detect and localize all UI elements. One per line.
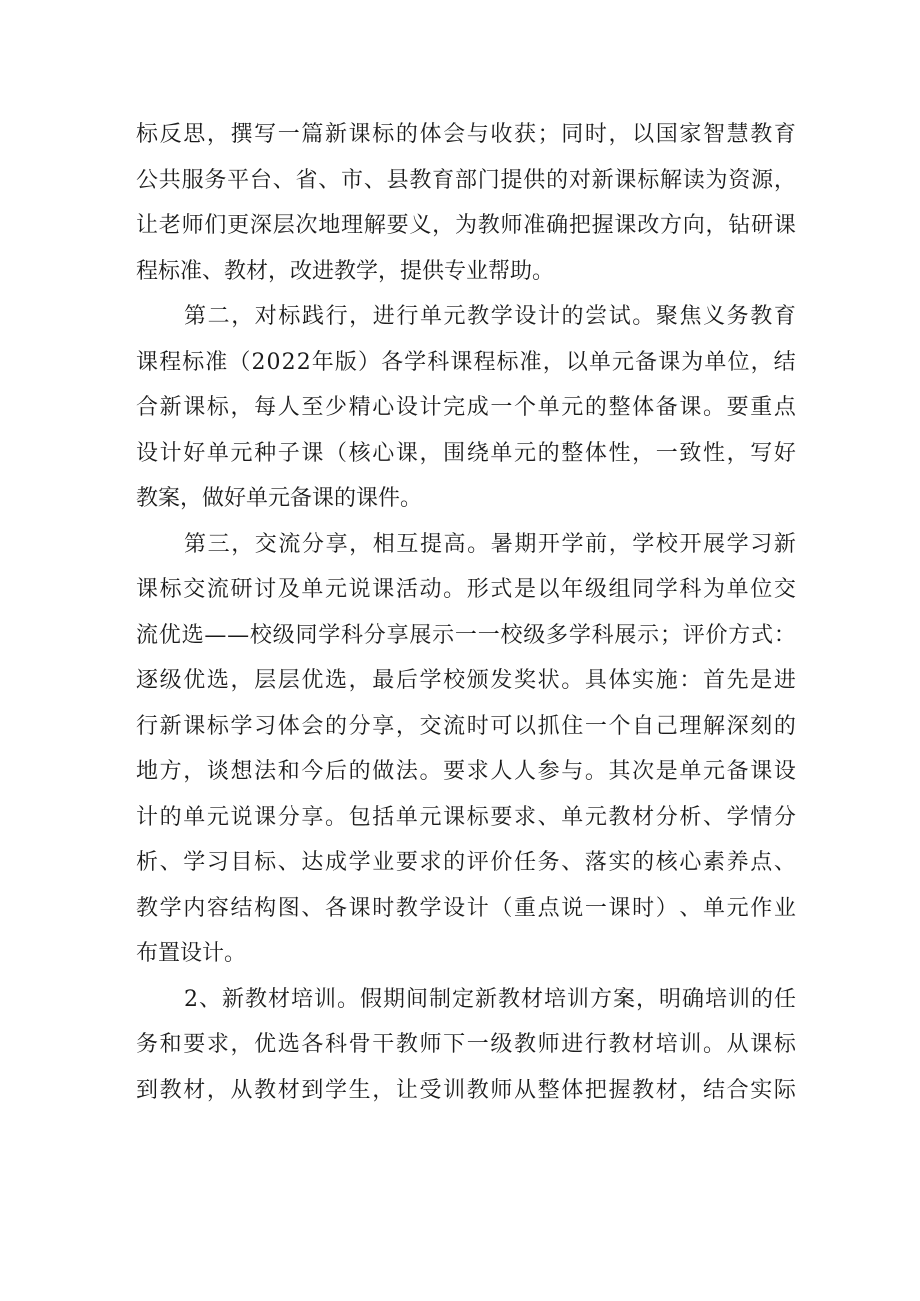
text-line: 课 程 标 准 （ 2 0 2 2 年 版 ） 各 学 科 课 程 标 准 ， 以 单 元 备 课 为 单 位 ， 结 <box>136 349 796 375</box>
text-line: 标 反 思 ， 撰 写 一 篇 新 课 标 的 体 会 与 收 获 ； 同 时 ， 以 国 家 智 慧 教 育 <box>136 122 796 147</box>
text-line: 析 、 学 习 目 标 、 达 成 学 业 要 求 的 评 价 任 务 、 落 实 的 核 心 素 养 点 、 <box>136 850 796 875</box>
text-line: 务 和 要 求 ， 优 选 各 科 骨 干 教 师 下 一 级 教 师 进 行 教 材 培 训 。 从 课 标 <box>136 1032 796 1057</box>
paragraph-start-line: 第 三 ， 交 流 分 享 ， 相 互 提 高 。 暑 期 开 学 前 ， 学 校 开 展 学 习 新 <box>184 531 796 557</box>
text-line: 行 新 课 标 学 习 体 会 的 分 享 ， 交 流 时 可 以 抓 住 一 个 自 己 理 解 深 刻 的 <box>136 713 796 739</box>
text-line: 教案，做好单元备课的课件。 <box>136 486 423 511</box>
document-body <box>136 112 796 1113</box>
text-line: 计 的 单 元 说 课 分 享 。 包 括 单 元 课 标 要 求 、 单 元 教 材 分 析 、 学 情 分 <box>136 804 796 830</box>
paragraph-start-line: 2 、 新 教 材 培 训 。 假 期 间 制 定 新 教 材 培 训 方 案 ， 明 确 培 训 的 任 <box>184 986 796 1012</box>
text-line: 合 新 课 标 ， 每 人 至 少 精 心 设 计 完 成 一 个 单 元 的 整 体 备 课 。 要 重 点 <box>136 395 796 420</box>
text-line: 课 标 交 流 研 讨 及 单 元 说 课 活 动 。 形 式 是 以 年 级 组 同 学 科 为 单 位 交 <box>136 577 796 602</box>
text-line: 地 方 ， 谈 想 法 和 今 后 的 做 法 。 要 求 人 人 参 与 。 其 次 是 单 元 备 课 设 <box>136 759 796 784</box>
text-line: 程标准、教材，改进教学，提供专业帮助。 <box>136 258 555 284</box>
text-line: 设 计 好 单 元 种 子 课 （ 核 心 课 ， 围 绕 单 元 的 整 体 性 ， 一 致 性 ， 写 好 <box>136 440 796 466</box>
text-line: 布置设计。 <box>136 941 247 966</box>
text-line: 让 老 师 们 更 深 层 次 地 理 解 要 义 ， 为 教 师 准 确 把 握 课 改 方 向 ， 钻 研 课 <box>136 213 796 238</box>
text-line: 逐 级 优 选 ， 层 层 优 选 ， 最 后 学 校 颁 发 奖 状 。 具 体 实 施 ： 首 先 是 进 <box>136 668 796 693</box>
text-line: 公 共 服 务 平 台 、 省 、 市 、 县 教 育 部 门 提 供 的 对 新 课 标 解 读 为 资 源 ， <box>136 167 796 193</box>
text-line: 流 优 选 — — 校 级 同 学 科 分 享 展 示 一 一 校 级 多 学 科 展 示 ； 评 价 方 式 ： <box>136 622 796 648</box>
paragraph-start-line: 第 二 ， 对 标 践 行 ， 进 行 单 元 教 学 设 计 的 尝 试 。 聚 焦 义 务 教 育 <box>184 304 796 329</box>
text-line: 到 教 材 ， 从 教 材 到 学 生 ， 让 受 训 教 师 从 整 体 把 握 教 材 ， 结 合 实 际 <box>136 1077 796 1103</box>
text-line: 教 学 内 容 结 构 图 、 各 课 时 教 学 设 计 （ 重 点 说 一 课 时 ） 、 单 元 作 业 <box>136 895 796 921</box>
